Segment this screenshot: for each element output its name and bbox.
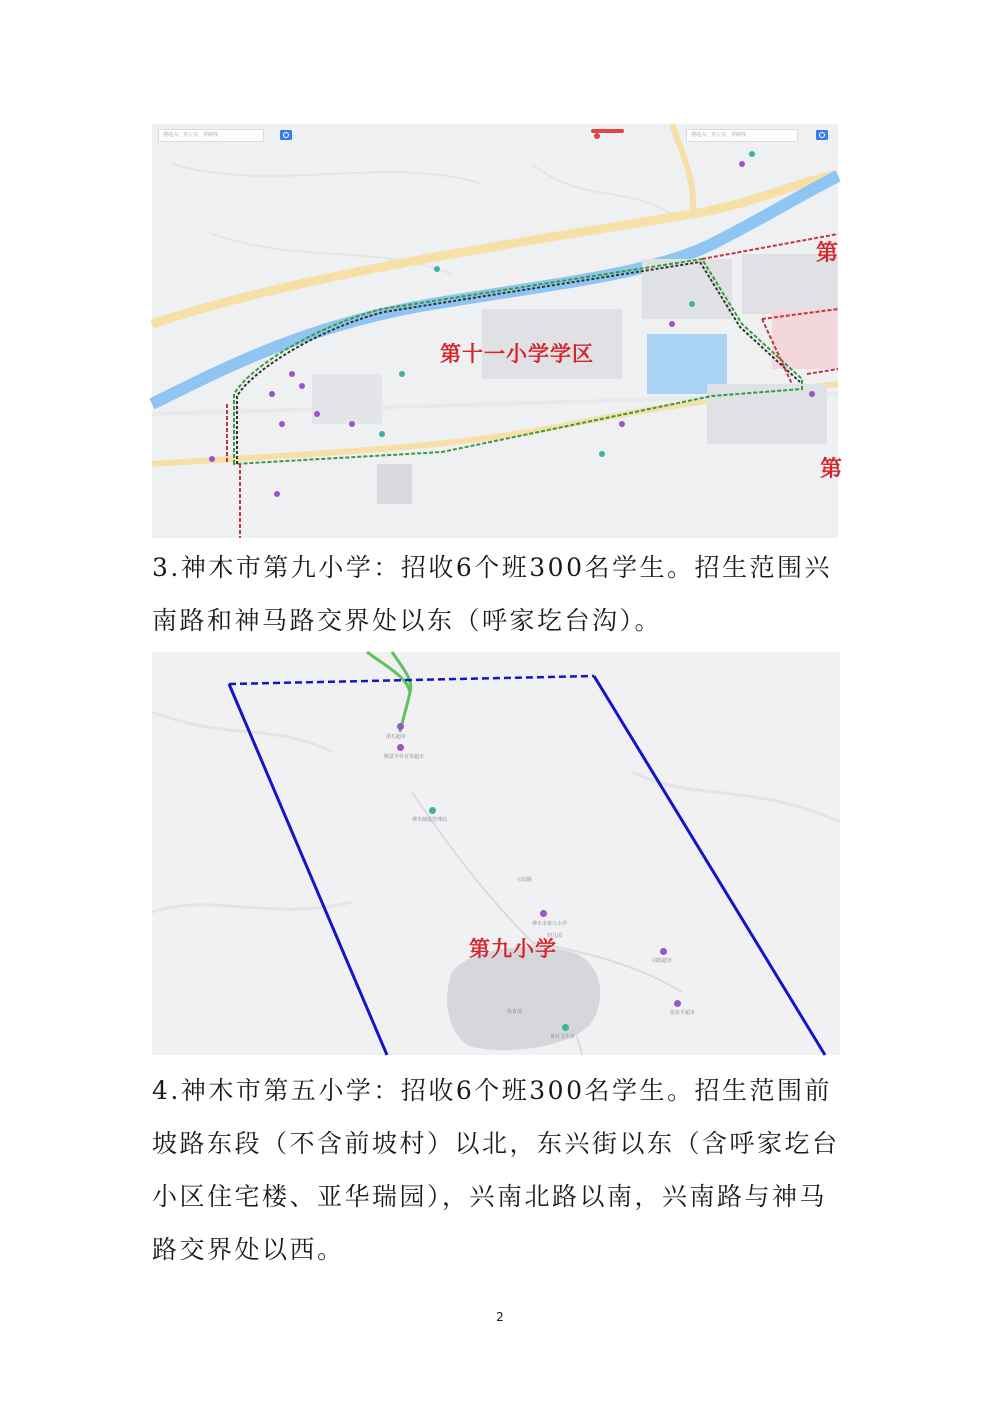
poi-label: 幼儿园 — [547, 933, 563, 939]
clinic-pin-icon[interactable] — [562, 1024, 569, 1031]
map2-graphics — [152, 652, 840, 1055]
edge-district-label-top: 第 — [816, 241, 840, 266]
search-button-right[interactable] — [816, 130, 828, 140]
shop-pin-icon[interactable] — [660, 948, 667, 955]
poi-label: 神木城投管理局 — [412, 817, 448, 823]
map-ninth-school-district — [152, 652, 840, 1055]
highway-road — [152, 174, 838, 324]
paragraph-fifth-school: 4.神木市第五小学：招收6个班300名学生。招生范围前坡路东段（不含前坡村）以北，东兴街以东（含呼家圪台小区住宅楼、亚华瑞园），兴南北路以南，兴南路与神马路交界处以西。 — [152, 1076, 840, 1264]
shop-pin-icon[interactable] — [674, 1000, 681, 1007]
map1-graphics — [152, 124, 838, 538]
page-number: 2 — [496, 1310, 504, 1324]
district-boundary-west — [229, 684, 387, 1055]
poi-label: 神木市第九小学 — [532, 921, 568, 927]
road-label: 公园路 — [517, 877, 533, 883]
shop-pin-icon[interactable] — [397, 744, 404, 751]
district-label-ninth: 第九小学 — [469, 937, 557, 961]
shop-pin-icon[interactable] — [397, 723, 404, 730]
poi-label: 向阳超市 — [652, 958, 673, 964]
poi-label: 体育场 — [507, 1009, 523, 1015]
office-pin-icon[interactable] — [429, 807, 436, 814]
district-label-eleventh: 第十一小学学区 — [440, 342, 594, 366]
edge-district-label-bottom: 第 — [820, 457, 844, 482]
poi-label: 张东平超市 — [670, 1010, 696, 1016]
poi-label: 顺意平价百货超市 — [384, 754, 425, 760]
poi-label: 黄村卫生室 — [550, 1034, 576, 1040]
map-eleventh-school-district — [152, 124, 844, 538]
search-button-left[interactable] — [280, 130, 292, 140]
school-pin-icon[interactable] — [540, 910, 547, 917]
search-input-left[interactable]: 搜地点、查公交、找路线 — [158, 129, 264, 142]
search-input-right[interactable]: 搜地点、查公交、找路线 — [686, 129, 798, 142]
green-route — [367, 652, 410, 732]
poi-label: 滚石超市 — [386, 734, 407, 740]
paragraph-ninth-school: 3.神木市第九小学：招收6个班300名学生。招生范围兴南路和神马路交界处以东（呼家圪台沟）。 — [152, 553, 832, 635]
district-boundary-east — [594, 676, 825, 1055]
